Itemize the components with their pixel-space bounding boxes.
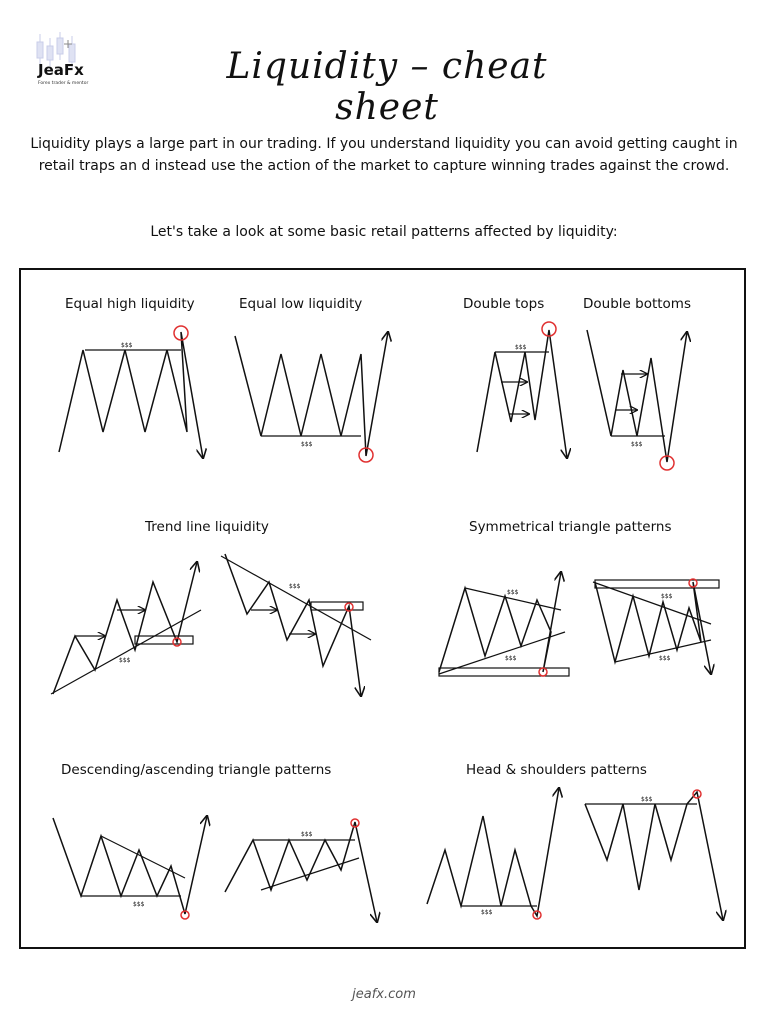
liquidity-marker: $$$ [515,344,527,351]
liquidity-marker: $$$ [507,589,519,596]
pattern-diagrams [21,270,744,947]
diagram-head-shoulders [585,790,723,920]
diagram-trend-up [51,562,201,694]
label-equal-low: Equal low liquidity [239,296,363,312]
logo-tagline: Forex trader & mentor [38,81,89,86]
label-desc-asc-triangle: Descending/ascending triangle patterns [61,762,332,778]
label-head-shoulders: Head & shoulders patterns [466,762,647,778]
label-trend-line: Trend line liquidity [145,519,269,535]
diagram-double-tops [477,322,567,458]
diagram-inverse-head-shoulders [427,788,559,919]
intro-lead: Let's take a look at some basic retail patterns affected by liquidity: [150,224,618,240]
label-equal-high: Equal high liquidity [65,296,195,312]
label-double-tops: Double tops [463,296,545,312]
liquidity-marker: $$$ [641,796,653,803]
diagram-sym-triangle-up [439,572,569,676]
diagram-descending-triangle [53,816,207,919]
liquidity-marker: $$$ [659,655,671,662]
liquidity-marker: $$$ [301,441,313,448]
footer-site: jeafx.com [352,987,416,1002]
liquidity-marker: $$$ [119,657,131,664]
label-double-bottoms: Double bottoms [583,296,691,312]
liquidity-marker: $$$ [661,593,673,600]
diagram-double-bottoms [587,330,687,470]
diagram-sym-triangle-down [593,579,719,674]
diagram-trend-down [221,554,371,696]
liquidity-marker: $$$ [301,831,313,838]
label-symmetrical-triangle: Symmetrical triangle patterns [469,519,672,535]
liquidity-marker: $$$ [505,655,517,662]
patterns-panel [19,268,746,949]
logo-name: JeaFx [38,61,84,79]
page-title: Liquidity – cheat sheet [226,46,548,128]
liquidity-marker: $$$ [481,909,493,916]
liquidity-marker: $$$ [121,342,133,349]
intro-paragraph: Liquidity plays a large part in our trading. If you understand liquidity you can avoid getting caught in retail traps an d instead use the action of the market to capture winning trades against the crowd. [30,136,738,174]
logo [28,30,108,92]
liquidity-marker: $$$ [133,901,145,908]
liquidity-marker: $$$ [289,583,301,590]
liquidity-marker: $$$ [631,441,643,448]
